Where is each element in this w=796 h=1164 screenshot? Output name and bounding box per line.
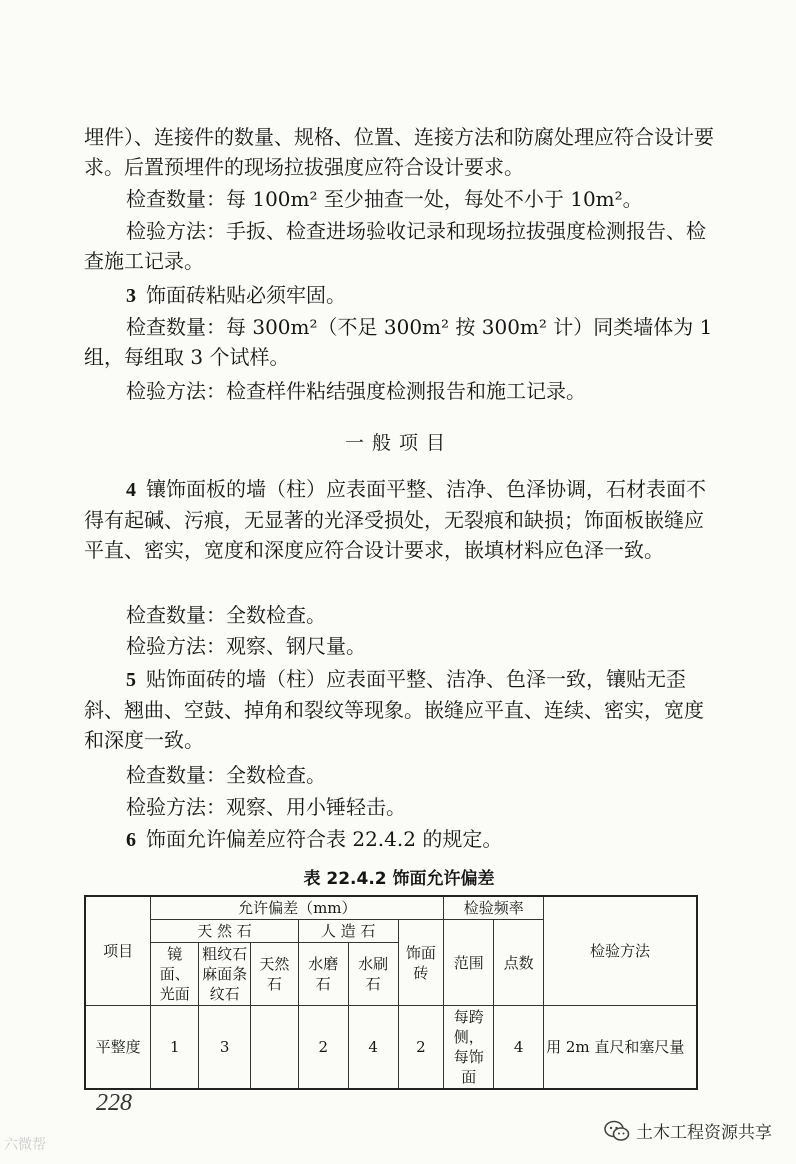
- header-allowance: 允许偏差（mm）: [151, 896, 444, 920]
- header-range: 范围: [444, 920, 494, 1006]
- page-number: 228: [96, 1090, 132, 1116]
- watermark-text: 土木工程资源共享: [636, 1123, 772, 1143]
- cell-points: 4: [494, 1006, 544, 1090]
- header-terrazzo: 水磨石: [298, 943, 348, 1006]
- cell-range: 每跨侧，每饰面: [444, 1006, 494, 1090]
- cell-method: 用 2m 直尺和塞尺量: [544, 1006, 697, 1090]
- paragraph: 检查数量：每 100m² 至少抽查一处，每处不小于 10m²。: [126, 187, 643, 211]
- header-natural: 天然石: [251, 943, 299, 1006]
- deviation-table: [84, 895, 698, 1090]
- cell-value: 1: [151, 1006, 199, 1090]
- header-tile: 饰面砖: [398, 920, 444, 1006]
- header-artificial-stone: 人 造 石: [298, 920, 398, 943]
- header-points: 点数: [494, 920, 544, 1006]
- header-granite-plaster: 水刷石: [348, 943, 398, 1006]
- paragraph: 检验方法：观察、用小锤轻击。: [126, 795, 406, 819]
- clause-text: 饰面允许偏差应符合表 22.4.2 的规定。: [146, 827, 503, 851]
- clause-text: 贴饰面砖的墙（柱）应表面平整、洁净、色泽一致，镶贴无歪斜、翘曲、空鼓、掉角和裂纹等现象。嵌缝应平直、连续、密实，宽度和深度一致。: [84, 667, 704, 752]
- clause-number: 3: [126, 285, 136, 307]
- table-title: 表 22.4.2 饰面允许偏差: [303, 869, 495, 889]
- wechat-icon: [604, 1120, 630, 1142]
- clause-number: 4: [126, 479, 136, 501]
- watermark: [604, 1118, 772, 1143]
- paragraph: 检查数量：每 300m²（不足 300m² 按 300m² 计）同类墙体为 1 组，每组取 3 个试样。: [84, 315, 713, 369]
- cell-value: [251, 1006, 299, 1090]
- clause-3: [84, 280, 714, 311]
- header-item: 项目: [85, 896, 151, 1006]
- paragraph: 埋件）、连接件的数量、规格、位置、连接方法和防腐处理应符合设计要求。后置预埋件的现场拉拔强度应符合设计要求。: [84, 125, 714, 179]
- section-title: 一般项目: [344, 432, 453, 454]
- clause-number: 6: [126, 829, 136, 851]
- paragraph: 检验方法：手扳、检查进场验收记录和现场拉拔强度检测报告、检查施工记录。: [84, 219, 706, 273]
- clause-text: 镶饰面板的墙（柱）应表面平整、洁净、色泽协调，石材表面不得有起碱、污痕，无显著的光泽受损处，无裂痕和缺损；饰面板嵌缝应平直、密实，宽度和深度应符合设计要求，嵌填材料应色泽一致。: [84, 477, 706, 562]
- header-natural-stone: 天 然 石: [151, 920, 299, 943]
- paragraph: 检验方法：观察、钢尺量。: [126, 634, 366, 658]
- clause-number: 5: [126, 669, 136, 691]
- cell-value: 2: [298, 1006, 348, 1090]
- header-mirror: 镜面、光面: [151, 943, 199, 1006]
- paragraph: 检验方法：检查样件粘结强度检测报告和施工记录。: [126, 379, 586, 403]
- header-rough: 粗纹石麻面条纹石: [199, 943, 251, 1006]
- clause-5: [84, 664, 714, 755]
- cell-value: 4: [348, 1006, 398, 1090]
- watermark-left: 六微帮: [4, 1137, 46, 1153]
- clause-text: 饰面砖粘贴必须牢固。: [146, 283, 346, 307]
- cell-value: 2: [398, 1006, 444, 1090]
- header-method: 检验方法: [544, 896, 697, 1006]
- clause-4: [84, 474, 714, 565]
- header-frequency: 检验频率: [444, 896, 544, 920]
- paragraph: 检查数量：全数检查。: [126, 603, 326, 627]
- paragraph: 检查数量：全数检查。: [126, 763, 326, 787]
- row-item: 平整度: [85, 1006, 151, 1090]
- cell-value: 3: [199, 1006, 251, 1090]
- clause-6: [84, 824, 714, 855]
